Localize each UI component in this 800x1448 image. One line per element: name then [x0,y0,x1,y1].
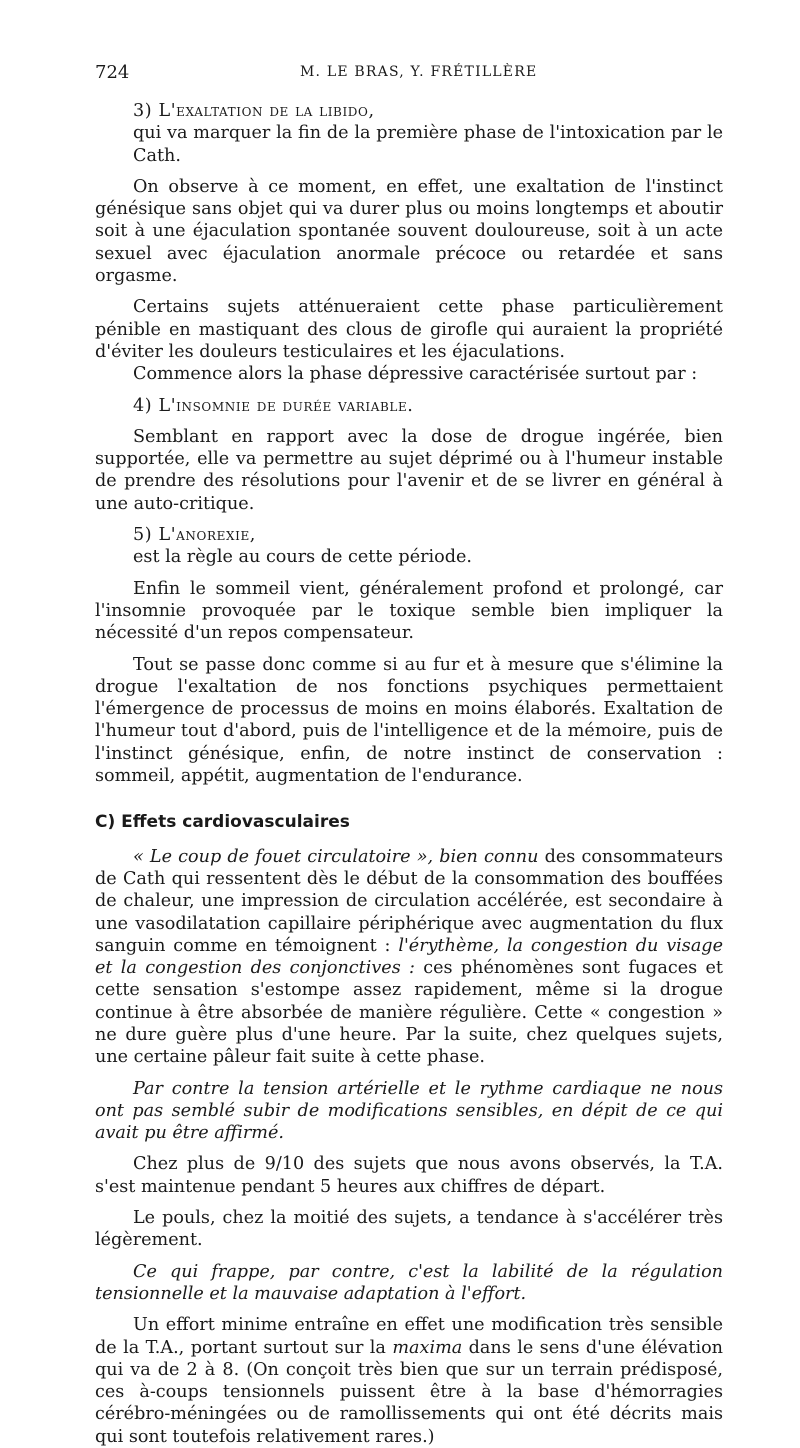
italic-phrase: l'érythème, la congestion du visage et la congestion des conjonctives : [95,935,723,979]
italic-paragraph: Par contre la tension artérielle et le rythme cardiaque ne nous ont pas semblé subir de modifications sensibles, en dépit de ce qui avait pu être affirmé. [95,1078,723,1144]
italic-phrase: « Le coup de fouet circulatoire », bien connu [133,846,539,867]
paragraph: Le pouls, chez la moitié des sujets, a tendance à s'accélérer très légèrement. [95,1208,723,1251]
text-run: des consommateurs de Cath qui ressentent dès le début de la consommation des bouffées de chaleur, une impression de circulation accélérée, est secondaire à une vasodilatation capillaire périphérique avec augmentation du flux sanguin comme en témoignent : [95,846,723,956]
paragraph: On observe à ce moment, en effet, une exaltation de l'instinct génésique sans objet qui va durer plus ou moins longtemps et aboutir soit à une éjaculation spontanée souvent douloureuse, soit à un acte sexuel avec éjaculation anormale précoce ou retardée et sans orgasme. [95,176,723,287]
subsection-title-5-continuation: est la règle au cours de cette période. [133,547,472,568]
italic-word: maxima [392,1337,463,1358]
paragraph [95,1078,723,1145]
body-text [95,100,723,1448]
page-header [95,62,715,86]
paragraph: Tout se passe donc comme si au fur et à mesure que s'élimine la drogue l'exaltation de nos fonctions psychiques permettaient l'émergence de processus de moins en moins élaborés. Exaltation de l'humeur tout d'abord, puis de l'intelligence et de la mémoire, puis de l'instinct génésique, enfin, de notre instinct de conservation : sommeil, appétit, augmentation de l'endurance. [95,654,723,787]
subsection-title-3-continuation: qui va marquer la fin de la première phase de l'intoxication par le Cath. [133,123,723,166]
paragraph [95,1314,723,1448]
paragraph [95,1261,723,1306]
running-title: M. LE BRAS, Y. FRÉTILLÈRE [300,64,538,80]
subsection-title-3: 3) L'exaltation de la libido, [133,101,375,121]
paragraph: Enfin le sommeil vient, généralement profond et prolongé, car l'insomnie provoquée par le toxique semble bien impliquer la nécessité d'un repos compensateur. [95,578,723,644]
paragraph: Certains sujets atténueraient cette phase particulièrement pénible en mastiquant des clous de girofle qui auraient la propriété d'éviter les douleurs testiculaires et les éjaculations. [95,297,723,362]
paragraph: Chez plus de 9/10 des sujets que nous avons observés, la T.A. s'est maintenue pendant 5 heures aux chiffres de départ. [95,1154,723,1197]
section-heading-c: C) Effets cardiovasculaires [95,812,350,833]
subsection-title-5: 5) L'anorexie, [133,525,257,546]
page-number: 724 [95,62,130,83]
text-run: Un effort minime entraîne en effet une modification très sensible de la T.A., portant surtout sur la [95,1315,723,1358]
text-run: dans le sens d'une élévation qui va de 2 à 8. (On conçoit très bien que sur un terrain prédisposé, ces à-coups tensionnels puissent être à la base d'hémorragies cérébro-méningées ou de ramollissements qui ont été décrits mais qui sont toutefois relativement rares.) [95,1337,723,1447]
subsection-title-4: 4) L'insomnie de durée variable. [133,395,414,416]
text-run: ces phénomènes sont fugaces et cette sensation s'estompe assez rapidement, même si la drogue continue à être absorbée de manière régulière. Cette « congestion » ne dure guère plus d'une heure. Par la suite, chez quelques sujets, une certaine pâleur fait suite à cette phase. [95,958,723,1068]
paragraph [95,846,723,1069]
paragraph: Semblant en rapport avec la dose de drogue ingérée, bien supportée, elle va permettre au sujet déprimé ou à l'humeur instable de prendre des résolutions pour l'avenir et de se livrer en général à une auto-critique. [95,426,723,514]
italic-paragraph: Ce qui frappe, par contre, c'est la labilité de la régulation tensionnelle et la mauvaise adaptation à l'effort. [95,1261,723,1304]
paragraph: Commence alors la phase dépressive caractérisée surtout par : [133,364,698,385]
